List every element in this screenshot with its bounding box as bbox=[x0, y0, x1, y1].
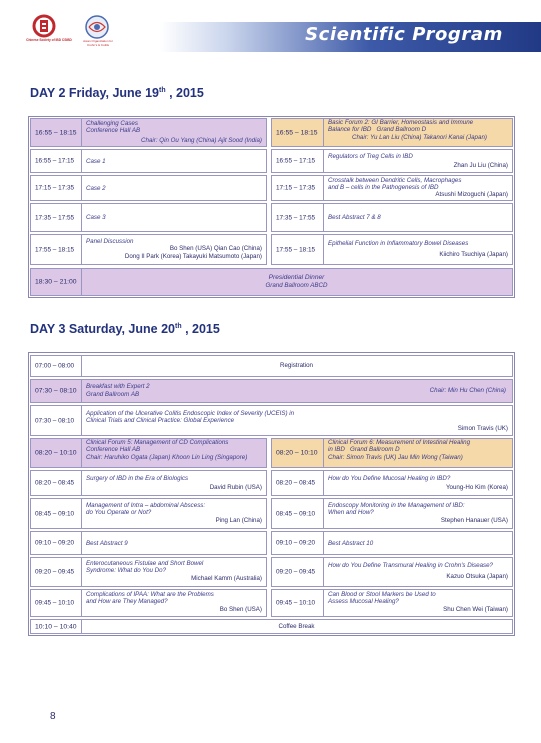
day3-right-row: 08:45 – 09:10 Endoscopy Monitoring in the Management of IBD: When and How? Stephen Hanauer (USA) bbox=[271, 498, 513, 529]
page-header bbox=[0, 0, 541, 54]
day3-right-row: 09:10 – 09:20 Best Abstract 10 bbox=[271, 531, 513, 555]
day3-left-row: 08:45 – 09:10 Management of Intra – abdominal Abscess: do You Operate or Not? Ping Lan (China) bbox=[30, 498, 267, 529]
csibd-logo-text: Chinese Society of IBD CSIBD bbox=[26, 38, 72, 42]
day3-uceis-row: 07:30 – 08:10 Application of the Ulcerative Colitis Endoscopic Index of Severity (UCEIS) in Clinical Trials and Clinical Practice: Global Experience Simon Travis (UK) bbox=[30, 405, 513, 436]
day2-dinner-row: 18:30 – 21:00 Presidential Dinner Grand Ballroom ABCD bbox=[30, 268, 513, 296]
day2-left-row: 17:55 – 18:15 Panel Discussion Bo Shen (USA) Qian Cao (China) Dong Il Park (Korea) Takayuki Matsumoto (Japan) bbox=[30, 234, 267, 265]
day3-coffee-row: 10:10 – 10:40 Coffee Break bbox=[30, 619, 513, 634]
day2-title: DAY 2 Friday, June 19th , 2015 bbox=[30, 86, 204, 100]
day2-right-row: 17:15 – 17:35 Crosstalk between Dendritic Cells, Macrophages and B – cells in the Pathogenesis of IBD Atsushi Mizoguchi (Japan) bbox=[271, 175, 513, 201]
day3-right-row: 08:20 – 08:45 How do You Define Mucosal Healing in IBD? Young-Ho Kim (Korea) bbox=[271, 470, 513, 496]
day3-left-row: 09:10 – 09:20 Best Abstract 9 bbox=[30, 531, 267, 555]
day2-left-row: 17:35 – 17:55 Case 3 bbox=[30, 203, 267, 232]
day2-left-session-header: 16:55 – 18:15 Challenging Cases Conference Hall AB Chair: Qin Ou Yang (China) Ajit Sood (India) bbox=[30, 118, 267, 147]
aocc-logo-icon bbox=[84, 14, 110, 40]
aocc-logo-text: Asian Organization for Crohn's & Colitis bbox=[83, 39, 113, 47]
day2-right-row: 16:55 – 17:15 Regulators of Treg Cells in IBD Zhan Ju Liu (China) bbox=[271, 149, 513, 173]
day3-right-row: 09:20 – 09:45 How do You Define Transmural Healing in Crohn's Disease? Kazuo Otsuka (Japan) bbox=[271, 557, 513, 587]
day2-right-session-header: 16:55 – 18:15 Basic Forum 2: GI Barrier, Homeostasis and Immune Balance for IBD Grand Ballroom D Chair: Yu Lan Liu (China) Takanori Kanai (Japan) bbox=[271, 118, 513, 147]
day2-right-row: 17:35 – 17:55 Best Abstract 7 & 8 bbox=[271, 203, 513, 232]
day3-left-row: 09:45 – 10:10 Complications of IPAA: What are the Problems and How are They Managed? Bo Shen (USA) bbox=[30, 589, 267, 617]
page-number: 8 bbox=[50, 711, 56, 722]
day3-registration-row: 07:00 – 08:00 Registration bbox=[30, 355, 513, 377]
page-title: Scientific Program bbox=[305, 24, 503, 45]
day3-left-session-header: 08:20 – 10:10 Clinical Forum 5: Management of CD Complications Conference Hall AB Chair: Haruhiko Ogata (Japan) Khoon Lin Ling (Singapore) bbox=[30, 438, 267, 468]
day2-left-row: 17:15 – 17:35 Case 2 bbox=[30, 175, 267, 201]
day3-right-row: 09:45 – 10:10 Can Blood or Stool Markers be Used to Assess Mucosal Healing? Shu Chen Wei (Taiwan) bbox=[271, 589, 513, 617]
day3-title: DAY 3 Saturday, June 20th , 2015 bbox=[30, 322, 220, 336]
day3-left-row: 08:20 – 08:45 Surgery of IBD in the Era of Biologics David Rubin (USA) bbox=[30, 470, 267, 496]
day3-right-session-header: 08:20 – 10:10 Clinical Forum 6: Measurement of Intestinal Healing in IBD Grand Ballroom D Chair: Simon Travis (UK) Jau Min Wong (Taiwan) bbox=[271, 438, 513, 468]
day2-left-row: 16:55 – 17:15 Case 1 bbox=[30, 149, 267, 173]
day3-breakfast-row: 07:30 – 08:10 Breakfast with Expert 2 Grand Ballroom AB Chair: Min Hu Chen (China) bbox=[30, 379, 513, 403]
day3-left-row: 09:20 – 09:45 Enterocutaneous Fistulae and Short Bowel Syndrome: What do You Do? Michael Kamm (Australia) bbox=[30, 557, 267, 587]
day2-right-row: 17:55 – 18:15 Epithelial Function in Inflammatory Bowel Diseases Kiichiro Tsuchiya (Japan) bbox=[271, 234, 513, 265]
csibd-logo-icon bbox=[28, 14, 68, 50]
